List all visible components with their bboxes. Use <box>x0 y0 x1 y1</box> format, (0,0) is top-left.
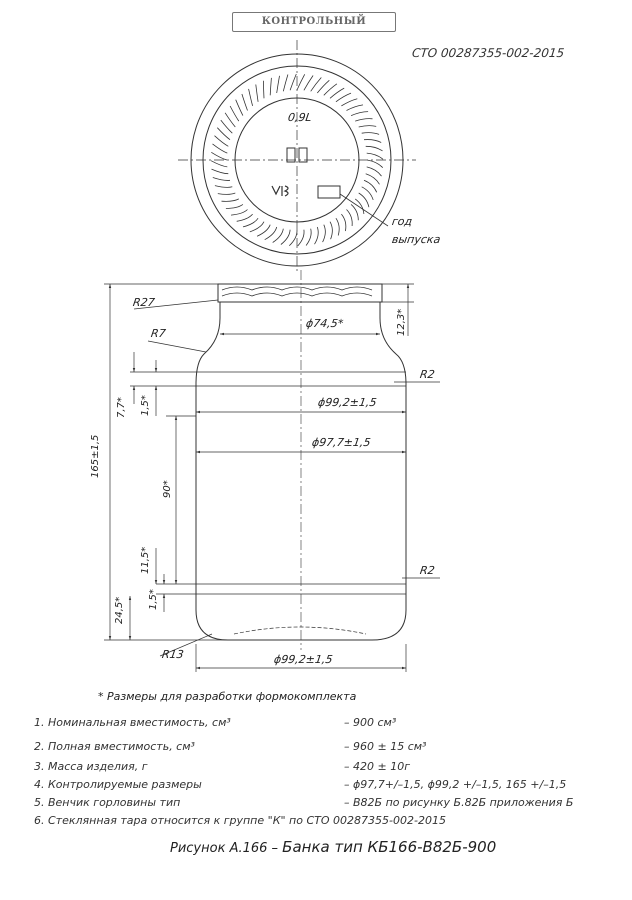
height-1-5-bottom-label: 1,5* <box>148 589 159 610</box>
jar-side-view <box>196 270 406 650</box>
grip-rib <box>364 180 377 192</box>
grip-rib <box>306 229 311 246</box>
grip-rib <box>290 74 296 90</box>
spec-name: 1. Номинальная вместимость, см³ <box>34 716 231 729</box>
grip-rib <box>336 218 339 235</box>
year-box <box>318 186 340 198</box>
spec-name: 6. Стеклянная тара относится к группе "К" по СТО 00287355-002-2015 <box>34 814 446 827</box>
spec-row <box>34 760 614 777</box>
grip-rib <box>218 193 236 194</box>
spec-name: 3. Масса изделия, г <box>34 760 148 773</box>
grip-rib <box>265 227 277 240</box>
spec-row <box>34 740 614 757</box>
grip-rib <box>222 199 239 201</box>
grip-rib <box>212 169 229 174</box>
grip-rib <box>242 94 248 111</box>
grip-rib <box>213 178 230 181</box>
grip-rib <box>236 100 243 116</box>
neck-height-label: 12,3* <box>396 308 407 336</box>
grip-rib <box>256 85 258 102</box>
spec-value: – ϕ97,7+/–1,5, ϕ99,2 +/–1,5, 165 +/–1,5 <box>344 778 567 791</box>
radius-r2-top-label: R2 <box>419 368 436 381</box>
spec-row <box>34 778 614 795</box>
bottom-diameter-label: ϕ99,2±1,5 <box>273 653 334 666</box>
height-1-5-top-label: 1,5* <box>140 395 151 416</box>
grip-rib <box>273 229 284 243</box>
grip-rib <box>226 204 243 208</box>
radius-r2-bottom-label: R2 <box>419 564 436 577</box>
grip-rib <box>336 93 351 102</box>
spec-value: – 960 ± 15 см³ <box>344 740 427 753</box>
year-label-line1: год <box>391 215 414 228</box>
body-diameter-label: ϕ97,7±1,5 <box>311 436 372 449</box>
grip-rib <box>213 144 228 153</box>
height-11-5-label: 11,5* <box>140 546 151 574</box>
grip-rib <box>311 78 322 92</box>
grip-rib <box>359 193 369 207</box>
grip-rib <box>347 210 353 227</box>
grip-rib <box>270 78 271 95</box>
control-stamp: КОНТРОЛЬНЫЙ <box>232 12 396 32</box>
grip-rib <box>215 186 232 188</box>
upper-diameter-label: ϕ99,2±1,5 <box>317 396 378 409</box>
grip-rib <box>304 76 313 91</box>
grip-rib <box>324 84 337 96</box>
grip-rib <box>330 88 344 98</box>
spec-name: 2. Полная вместимость, см³ <box>34 740 195 753</box>
height-90-label: 90* <box>162 480 173 498</box>
spec-value: – 900 см³ <box>344 716 397 729</box>
grip-rib <box>364 140 381 143</box>
spec-value: – В82Б по рисунку Б.82Б приложения Б <box>344 796 574 809</box>
grip-rib <box>263 81 264 99</box>
grip-rib <box>330 222 332 240</box>
grip-rib <box>231 210 248 216</box>
grip-rib <box>298 230 304 246</box>
grip-rib <box>283 75 288 92</box>
grip-rib <box>257 225 270 237</box>
grip-rib <box>351 204 358 220</box>
grip-rib <box>366 146 383 151</box>
grip-rib <box>237 214 253 221</box>
grip-rib <box>211 152 227 160</box>
top-view <box>178 40 416 272</box>
year-label-line2: выпуска <box>391 233 442 246</box>
standard-code: СТО 00287355-002-2015 <box>411 46 565 60</box>
grip-rib <box>355 119 372 121</box>
grip-rib <box>341 99 357 106</box>
spec-row <box>34 796 614 813</box>
grip-rib <box>323 225 326 242</box>
grip-rib <box>211 161 227 167</box>
spec-name: 5. Венчик горловины тип <box>34 796 181 809</box>
grip-rib <box>297 74 305 90</box>
grip-rib <box>351 112 368 116</box>
capacity-mark: 0,9L <box>287 111 313 124</box>
grip-rib <box>347 105 364 111</box>
height-24-5-label: 24,5* <box>114 596 125 624</box>
grip-rib <box>217 128 230 140</box>
grip-rib <box>230 106 239 121</box>
radius-r27-label: R27 <box>132 296 156 309</box>
caption-title: Банка тип КБ166-В82Б-900 <box>282 838 497 856</box>
radius-r13-label: R13 <box>161 648 185 661</box>
grip-rib <box>249 89 253 106</box>
grip-rib <box>243 218 258 227</box>
height-7-7-label: 7,7* <box>116 397 127 418</box>
grip-rib <box>362 133 379 135</box>
grip-rib <box>221 120 233 133</box>
figure-caption <box>170 838 496 856</box>
dimension-lines <box>104 284 440 672</box>
spec-value: – 420 ± 10г <box>344 760 410 773</box>
spec-name: 4. Контролируемые размеры <box>34 778 202 791</box>
design-note: * Размеры для разработки формокомплекта <box>98 690 357 703</box>
spec-row <box>34 716 614 733</box>
caption-prefix: Рисунок А.166 – <box>170 841 283 856</box>
grip-rib <box>362 187 374 200</box>
grip-rib <box>225 113 235 127</box>
grip-rib <box>289 230 297 246</box>
neck-diameter-label: ϕ74,5* <box>305 317 345 330</box>
grip-rib <box>277 76 280 93</box>
spec-row <box>34 814 614 831</box>
grip-rib <box>366 174 380 185</box>
grip-rib <box>367 153 383 159</box>
grip-rib <box>315 227 319 244</box>
logo-mark <box>272 186 288 196</box>
radius-r7-label: R7 <box>150 327 167 340</box>
grip-rib <box>359 126 377 127</box>
grip-rib <box>341 214 345 231</box>
grip-rib <box>367 160 383 168</box>
grip-rib <box>215 136 229 147</box>
total-height-label: 165±1,5 <box>90 434 101 478</box>
